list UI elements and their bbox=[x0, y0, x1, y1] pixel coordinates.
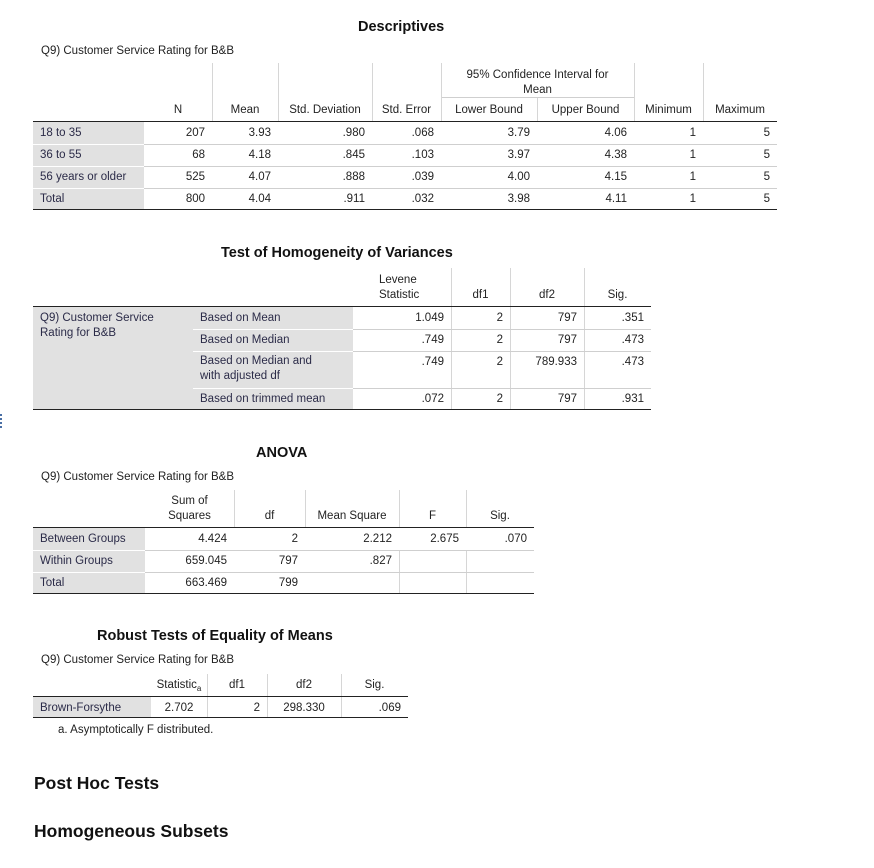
data-cell: 789.933 bbox=[535, 356, 577, 368]
data-cell: 68 bbox=[192, 149, 205, 161]
descriptives-ci-header: 95% Confidence Interval for Mean bbox=[466, 69, 609, 96]
col-header: Maximum bbox=[715, 104, 765, 116]
data-cell: .068 bbox=[411, 127, 434, 139]
col-header: Lower Bound bbox=[455, 104, 523, 116]
data-cell: .931 bbox=[621, 392, 644, 405]
data-cell: 2 bbox=[496, 392, 503, 405]
col-header: Sig. bbox=[490, 510, 510, 522]
row-label: Total bbox=[33, 188, 144, 209]
col-header: df2 bbox=[539, 289, 555, 301]
col-header: Upper Bound bbox=[551, 104, 620, 116]
robust-footnote: a. Asymptotically F distributed. bbox=[58, 724, 214, 736]
col-header: Mean bbox=[230, 104, 260, 116]
col-header: N bbox=[173, 104, 183, 116]
data-cell: .070 bbox=[504, 533, 527, 545]
data-cell: .072 bbox=[421, 392, 444, 405]
data-cell: 1 bbox=[689, 192, 696, 205]
robust-title: Robust Tests of Equality of Means bbox=[97, 628, 333, 644]
data-cell: 797 bbox=[557, 392, 577, 405]
data-cell: 797 bbox=[557, 312, 577, 324]
data-cell: .911 bbox=[343, 192, 365, 205]
data-cell: .032 bbox=[411, 192, 434, 205]
data-cell: 3.93 bbox=[248, 127, 271, 139]
data-cell: .039 bbox=[411, 171, 434, 183]
data-cell: 2 bbox=[496, 356, 503, 368]
data-cell: 797 bbox=[278, 555, 298, 567]
data-cell: 2.212 bbox=[363, 533, 392, 545]
data-cell: .827 bbox=[369, 555, 392, 567]
data-cell: 525 bbox=[185, 171, 205, 183]
data-cell: 4.38 bbox=[604, 149, 627, 161]
data-cell: .473 bbox=[621, 356, 644, 368]
data-cell: .749 bbox=[421, 356, 444, 368]
descriptives-title: Descriptives bbox=[358, 19, 445, 35]
data-cell: .351 bbox=[621, 312, 644, 324]
col-header: df1 bbox=[229, 679, 245, 691]
data-cell: 298.330 bbox=[283, 701, 325, 714]
data-cell: 1 bbox=[689, 171, 696, 183]
footnote-marker: a bbox=[196, 684, 202, 693]
data-cell: 2 bbox=[253, 701, 260, 714]
row-label: Based on Median bbox=[193, 329, 353, 351]
col-header: df2 bbox=[296, 679, 312, 691]
row-group-label: Q9) Customer Service Rating for B&B bbox=[33, 307, 193, 409]
data-cell: 2.702 bbox=[164, 701, 194, 714]
col-header: Std. Error bbox=[381, 104, 432, 116]
row-label: Brown-Forsythe bbox=[33, 697, 151, 718]
data-cell: 1.049 bbox=[415, 312, 444, 324]
col-header: df1 bbox=[472, 289, 489, 301]
data-cell: 2 bbox=[496, 334, 503, 346]
data-cell: 5 bbox=[763, 127, 770, 139]
row-label: Between Groups bbox=[33, 528, 145, 550]
col-header: F bbox=[428, 510, 437, 522]
data-cell: .980 bbox=[342, 127, 365, 139]
data-cell: .103 bbox=[411, 149, 434, 161]
data-cell: 4.07 bbox=[248, 171, 271, 183]
col-header: df bbox=[264, 510, 275, 522]
data-cell: 663.469 bbox=[185, 576, 227, 589]
data-cell: 797 bbox=[557, 334, 577, 346]
data-cell: 3.97 bbox=[507, 149, 530, 161]
data-cell: .749 bbox=[421, 334, 444, 346]
row-label: Based on Mean bbox=[193, 307, 353, 329]
data-cell: 5 bbox=[763, 171, 770, 183]
data-cell: 5 bbox=[763, 192, 770, 205]
col-header-statistic bbox=[151, 673, 207, 695]
row-label: Within Groups bbox=[33, 550, 145, 572]
data-cell: 2.675 bbox=[430, 533, 459, 545]
anova-title: ANOVA bbox=[256, 445, 308, 461]
post-hoc-heading: Post Hoc Tests bbox=[34, 773, 160, 793]
robust-subtitle: Q9) Customer Service Rating for B&B bbox=[41, 654, 235, 666]
col-header: Sig. bbox=[607, 289, 628, 301]
homogeneity-title: Test of Homogeneity of Variances bbox=[221, 245, 453, 261]
data-cell: 4.04 bbox=[248, 192, 271, 205]
data-cell: .069 bbox=[378, 701, 401, 714]
col-header: Sum of Squares bbox=[168, 495, 211, 522]
row-label: 56 years or older bbox=[33, 166, 144, 188]
data-cell: .845 bbox=[342, 149, 365, 161]
row-label: 18 to 35 bbox=[33, 122, 144, 144]
data-cell: 4.00 bbox=[507, 171, 530, 183]
data-cell: 1 bbox=[689, 149, 696, 161]
data-cell: 800 bbox=[185, 192, 205, 205]
data-cell: 2 bbox=[291, 533, 298, 545]
col-header: Mean Square bbox=[317, 510, 387, 522]
data-cell: 4.06 bbox=[604, 127, 627, 139]
descriptives-subtitle: Q9) Customer Service Rating for B&B bbox=[41, 45, 235, 57]
data-cell: 659.045 bbox=[185, 555, 227, 567]
data-cell: .473 bbox=[621, 334, 644, 346]
data-cell: 3.98 bbox=[507, 192, 530, 205]
data-cell: 207 bbox=[185, 127, 205, 139]
data-cell: 799 bbox=[278, 576, 298, 589]
row-label: 36 to 55 bbox=[33, 144, 144, 166]
data-cell: 1 bbox=[689, 127, 696, 139]
anova-subtitle: Q9) Customer Service Rating for B&B bbox=[41, 471, 235, 483]
data-cell: 5 bbox=[763, 149, 770, 161]
col-header: Std. Deviation bbox=[289, 104, 361, 116]
homogeneous-subsets-heading: Homogeneous Subsets bbox=[34, 821, 229, 841]
col-header: Minimum bbox=[645, 104, 692, 116]
data-cell: 4.424 bbox=[198, 533, 227, 545]
data-cell: .888 bbox=[342, 171, 365, 183]
col-header-text: Statistic bbox=[156, 679, 197, 691]
data-cell: 3.79 bbox=[507, 127, 530, 139]
col-header: Sig. bbox=[364, 679, 385, 691]
row-label: Based on trimmed mean bbox=[193, 388, 353, 409]
row-label: Based on Median and with adjusted df bbox=[193, 351, 353, 388]
data-cell: 2 bbox=[496, 312, 503, 324]
data-cell: 4.15 bbox=[604, 171, 627, 183]
col-header: Levene Statistic bbox=[379, 274, 420, 301]
data-cell: 4.11 bbox=[605, 192, 627, 205]
row-label: Total bbox=[33, 572, 145, 593]
data-cell: 4.18 bbox=[248, 149, 271, 161]
